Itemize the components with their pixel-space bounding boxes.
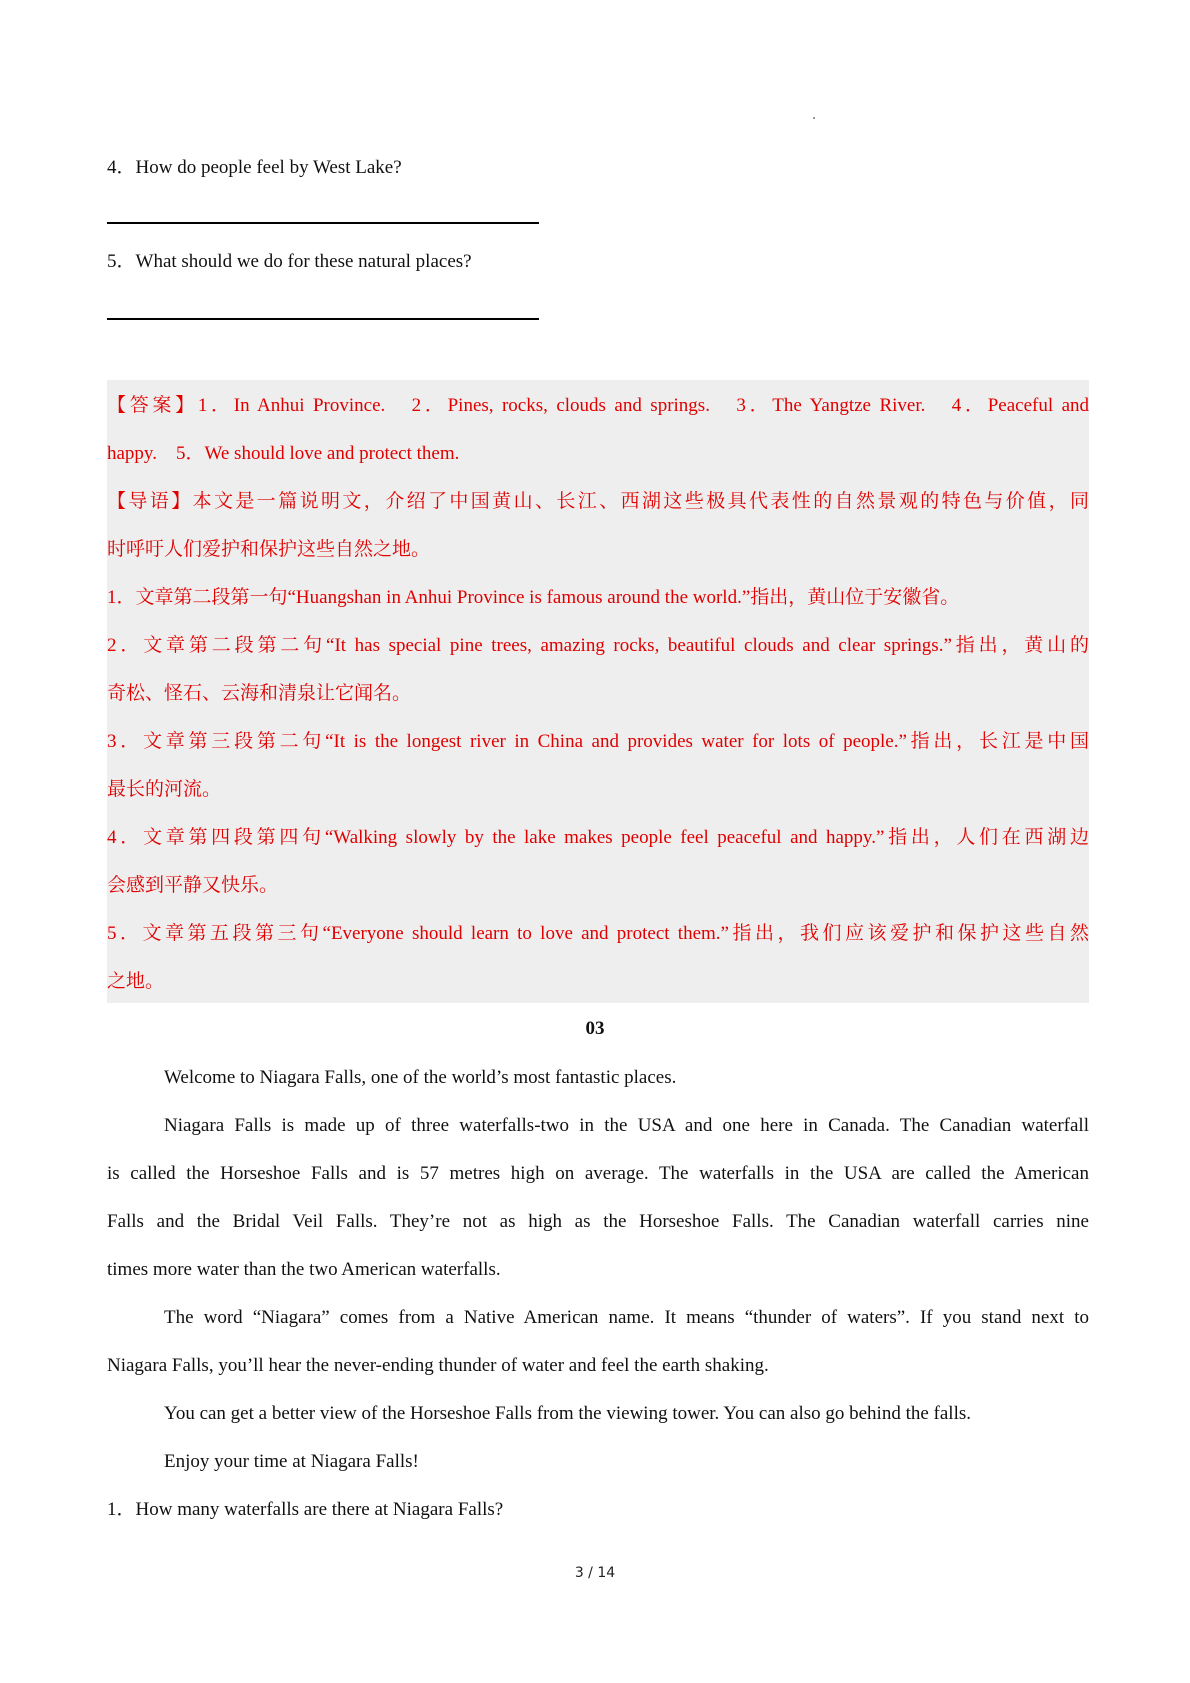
passage-paragraph-3-cont: Niagara Falls, you’ll hear the never-ending thunder of water and feel the earth shaking. xyxy=(107,1355,769,1376)
guide-line: 【导语】本文是一篇说明文，介绍了中国黄山、长江、西湖这些极具代表性的自然景观的特色与价值，同 xyxy=(107,491,1089,512)
answer-blank-5[interactable] xyxy=(107,318,539,320)
explanation-2: 2．文章第二段第二句“It has special pine trees, amazing rocks, beautiful clouds and clear springs.”指出，黄山的 xyxy=(107,635,1089,656)
question-5: 5．What should we do for these natural places? xyxy=(107,251,472,272)
explanation-5-cont: 之地。 xyxy=(107,971,165,992)
passage-paragraph-2-cont: is called the Horseshoe Falls and is 57 metres high on average. The waterfalls in the USA are called the American xyxy=(107,1163,1089,1184)
question-4: 4．How do people feel by West Lake? xyxy=(107,157,402,178)
guide-line: 时呼吁人们爱护和保护这些自然之地。 xyxy=(107,539,431,560)
answer-line: 【答案】1．In Anhui Province. 2．Pines, rocks, clouds and springs. 3．The Yangtze River. 4．Peaceful and xyxy=(107,395,1089,416)
section-number: 03 xyxy=(585,1018,605,1039)
explanation-3-cont: 最长的河流。 xyxy=(107,779,222,800)
explanation-5: 5．文章第五段第三句“Everyone should learn to love and protect them.”指出，我们应该爱护和保护这些自然 xyxy=(107,923,1089,944)
passage-paragraph-3: The word “Niagara” comes from a Native American name. It means “thunder of waters”. If you stand next to xyxy=(164,1307,1089,1328)
passage-paragraph-2-cont: times more water than the two American waterfalls. xyxy=(107,1259,501,1280)
explanation-1: 1．文章第二段第一句“Huangshan in Anhui Province is famous around the world.”指出，黄山位于安徽省。 xyxy=(107,587,960,608)
passage-paragraph-4: You can get a better view of the Horseshoe Falls from the viewing tower. You can also go behind the falls. xyxy=(164,1403,971,1424)
explanation-2-cont: 奇松、怪石、云海和清泉让它闻名。 xyxy=(107,683,412,704)
explanation-4: 4．文章第四段第四句“Walking slowly by the lake makes people feel peaceful and happy.”指出，人们在西湖边 xyxy=(107,827,1089,848)
answer-line: happy. 5．We should love and protect them. xyxy=(107,443,460,464)
answer-blank-4[interactable] xyxy=(107,222,539,224)
explanation-4-cont: 会感到平静又快乐。 xyxy=(107,875,279,896)
passage-paragraph-2: Niagara Falls is made up of three waterfalls-two in the USA and one here in Canada. The Canadian waterfall xyxy=(164,1115,1089,1136)
explanation-3: 3．文章第三段第二句“It is the longest river in China and provides water for lots of people.”指出，长江是中国 xyxy=(107,731,1089,752)
passage-paragraph-2-cont: Falls and the Bridal Veil Falls. They’re not as high as the Horseshoe Falls. The Canadian waterfall carries nine xyxy=(107,1211,1089,1232)
question-1: 1．How many waterfalls are there at Niagara Falls? xyxy=(107,1499,504,1520)
stray-mark xyxy=(813,117,815,119)
passage-paragraph-5: Enjoy your time at Niagara Falls! xyxy=(164,1451,419,1472)
page-number: 3 / 14 xyxy=(574,1565,616,1581)
passage-paragraph-1: Welcome to Niagara Falls, one of the world’s most fantastic places. xyxy=(164,1067,677,1088)
